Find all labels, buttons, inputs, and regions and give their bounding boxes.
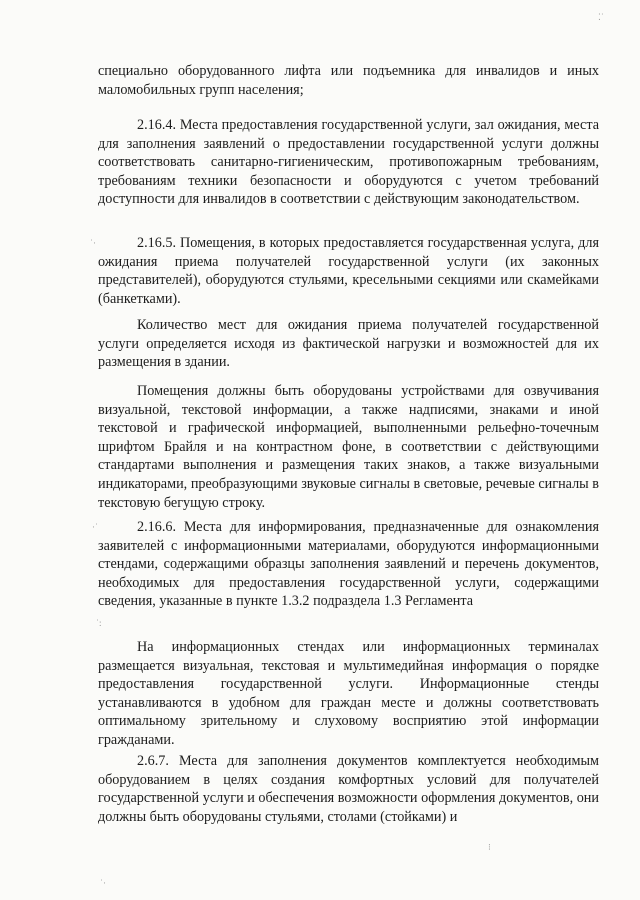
paragraph-1: специально оборудованного лифта или подъемника для инвалидов и иных маломобильных групп населения; [98,63,599,98]
scan-noise-mark: ·˙ [92,522,98,532]
paragraph-3: 2.16.5. Помещения, в которых предоставляется государственная услуга, для ожидания приема получателей государственной услуги (их законных представителей), оборудуются стульями, кресельными секциями или скамейками (банкетками). [98,235,599,307]
scan-noise-mark: ˙: [96,618,102,628]
scan-noise-mark: ⁝ [488,842,491,852]
scan-noise-mark: ˙· [100,878,106,888]
scan-noise-mark: ˙· [90,238,96,248]
scan-noise-mark: ⁚˙ [598,12,604,22]
paragraph-2: 2.16.4. Места предоставления государственной услуги, зал ожидания, места для заполнения заявлений о предоставлении государственной услуги должны соответствовать санитарно-гигиеническим, противопожарным требованиям, требованиям техники безопасности и оборудуются с учетом требований доступности для инвалидов в соответствии с действующим законодательством. [98,117,599,208]
paragraph-6: 2.16.6. Места для информирования, предназначенные для ознакомления заявителей с информационными материалами, оборудуются информационными стендами, содержащими образцы заполнения заявлений и перечень документов, необходимых для предоставления государственной услуги, содержащими сведения, указанные в пункте 1.3.2 подраздела 1.3 Регламента [98,519,599,610]
paragraph-8: 2.6.7. Места для заполнения документов комплектуется необходимым оборудованием в целях создания комфортных условий для получателей государственной услуги и обеспечения возможности оформления документов, они должны быть оборудованы стульями, столами (стойками) и [98,753,599,825]
paragraph-7: На информационных стендах или информационных терминалах размещается визуальная, текстовая и мультимедийная информация о порядке предоставления государственной услуги. Информационные стенды устанавливаются в удобном для граждан месте и должны соответствовать оптимальному зрительному и слуховому восприятию этой информации гражданами. [98,639,599,748]
paragraph-5: Помещения должны быть оборудованы устройствами для озвучивания визуальной, текстовой информации, а также надписями, знаками и иной текстовой и графической информацией, выполненными рельефно-точечным шрифтом Брайля и на контрастном фоне, в соответствии с действующими стандартами выполнения и размещения таких знаков, а также визуальными индикаторами, преобразующими звуковые сигналы в световые, речевые сигналы в текстовую бегущую строку. [98,383,599,511]
paragraph-4: Количество мест для ожидания приема получателей государственной услуги определяется исходя из фактической нагрузки и возможностей для их размещения в здании. [98,317,599,371]
